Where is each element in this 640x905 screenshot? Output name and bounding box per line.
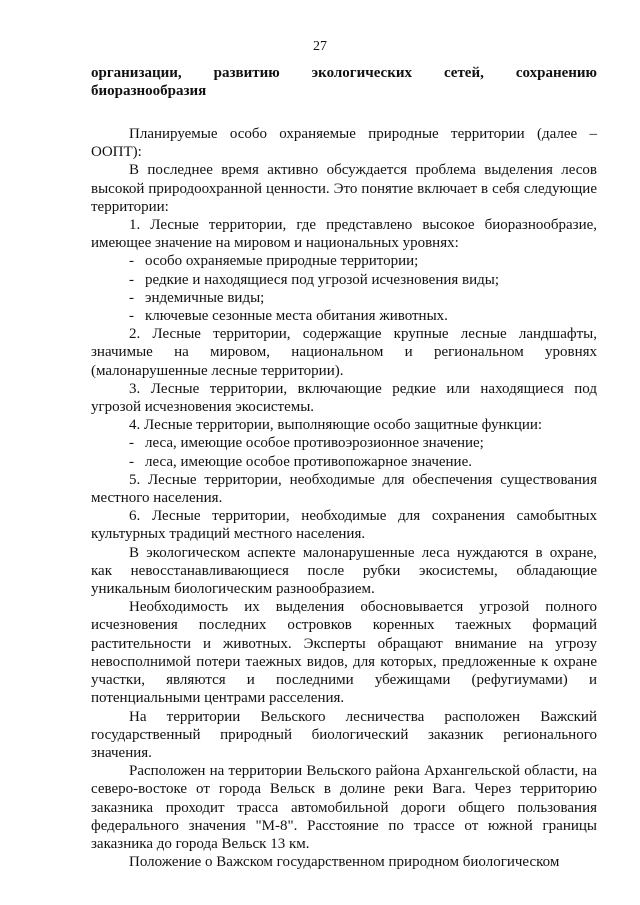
paragraph-item-3: 3. Лесные территории, включающие редкие или находящиеся под угрозой исчезновения экосистемы. (91, 380, 597, 416)
paragraph-item-1: 1. Лесные территории, где представлено высокое биоразнообразие, имеющее значение на мировом и национальных уровнях: (91, 217, 597, 252)
section-heading (91, 64, 597, 100)
list-item: - редкие и находящиеся под угрозой исчезновения виды; (129, 271, 500, 288)
list-dash: - (129, 308, 134, 325)
paragraph-hcv-forests: В последнее время активно обсуждается проблема выделения лесов высокой природоохранной ценности. Это понятие включает в себя следующие территории: (91, 162, 597, 215)
paragraph-oopt-intro: Планируемые особо охраняемые природные территории (далее – ООПТ): (91, 126, 597, 161)
paragraph-item-2: 2. Лесные территории, содержащие крупные лесные ландшафты, значимые на мировом, национальном и региональном уровнях (малонарушенные лесные территории). (91, 326, 597, 379)
paragraph-item-5: 5. Лесные территории, необходимые для обеспечения существования местного населения. (91, 471, 597, 507)
list-dash: - (129, 435, 134, 452)
paragraph-location: Расположен на территории Вельского района Архангельской области, на северо-востоке от города Вельск в долине реки Вага. Через территорию заказника проходит трасса автомобильной дороги общего пользования федерального значения "М-8". Расстояние по трассе от южной границы заказника до города Вельск 13 км. (91, 763, 597, 852)
list-item: - ключевые сезонные места обитания животных. (129, 308, 448, 325)
list-dash: - (129, 253, 134, 270)
list-item: - эндемичные виды; (129, 289, 265, 306)
list-item: - особо охраняемые природные территории; (129, 253, 419, 270)
list-dash: - (129, 289, 134, 306)
paragraph-ecological-aspect: В экологическом аспекте малонарушенные леса нуждаются в охране, как невосстанавливающиеся после рубки экосистемы, обладающие уникальным биологическим разнообразием. (91, 544, 597, 598)
section-heading-line-1: организации, развитию экологических сетей, сохранению (91, 65, 597, 81)
paragraph-vazhsky-reserve: На территории Вельского лесничества расположен Важский государственный природный биологический заказник регионального значения. (91, 708, 597, 761)
document-body (91, 125, 597, 871)
list-item: - леса, имеющие особое противоэрозионное значение; (129, 435, 484, 452)
list-dash: - (129, 271, 134, 288)
paragraph-necessity: Необходимость их выделения обосновывается угрозой полного исчезновения последних островков коренных таежных формаций растительности и животных. Эксперты обращают внимание на угрозу невосполнимой потери таежных видов, для которых, предложенные к охране участки, являются и последними убежищами (рефугиумами) и потенциальными центрами расселения. (91, 599, 597, 707)
paragraph-item-4: 4. Лесные территории, выполняющие особо защитные функции: (129, 417, 543, 434)
paragraph-regulation: Положение о Важском государственном природном биологическом (129, 854, 560, 871)
list-dash: - (129, 453, 134, 470)
page-number: 27 (313, 39, 327, 54)
paragraph-item-6: 6. Лесные территории, необходимые для сохранения самобытных культурных традиций местного населения. (91, 508, 597, 543)
list-item: - леса, имеющие особое противопожарное значение. (129, 453, 472, 470)
section-heading-line-2: биоразнообразия (91, 83, 207, 100)
